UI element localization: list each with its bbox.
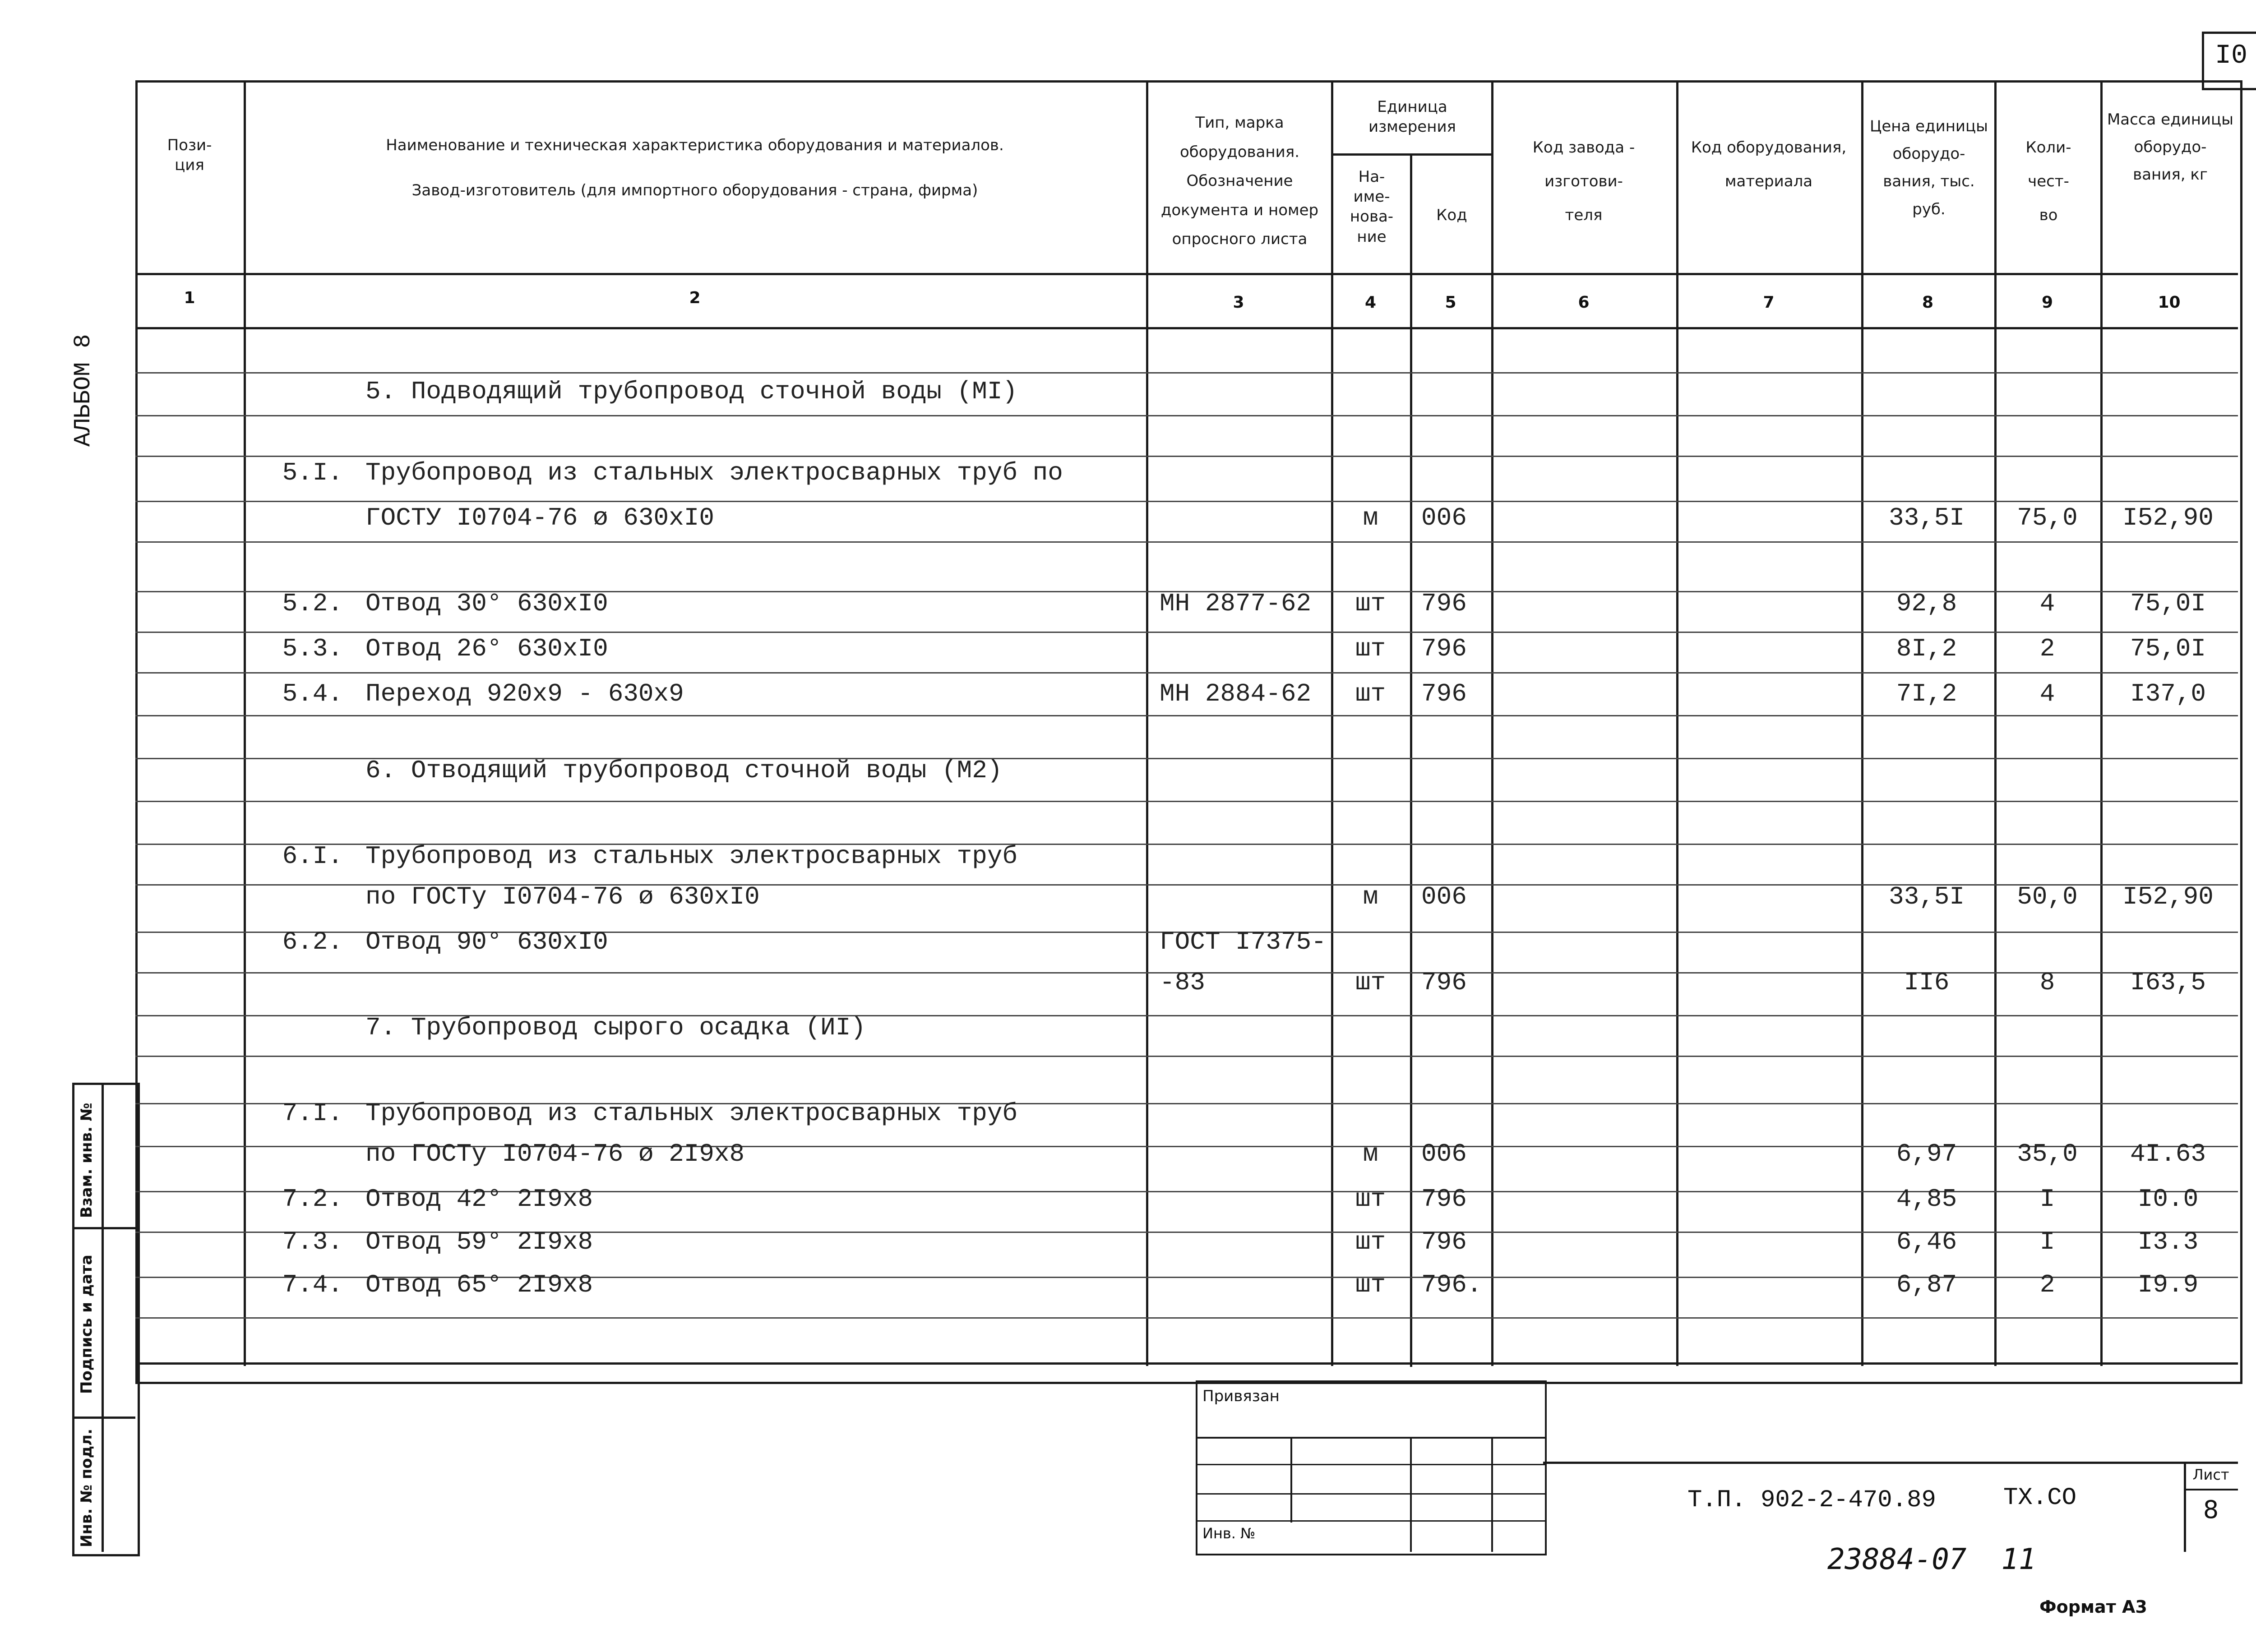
row-2-qty: 75,0 — [2017, 503, 2078, 532]
row-line — [135, 415, 2238, 416]
row-5-name: Переход 920х9 - 630х9 — [365, 679, 684, 708]
row-8-qty: 50,0 — [2017, 882, 2078, 911]
row-8-name: по ГОСТу I0704-76 ø 630хI0 — [365, 882, 760, 911]
row-3-code: 796 — [1421, 589, 1467, 618]
header-col2a: Наименование и техническая характеристика оборудования и материалов. — [386, 136, 1004, 154]
row-13-price: 6,97 — [1896, 1140, 1957, 1168]
row-15-code: 796 — [1421, 1227, 1467, 1256]
row-4-pos: 5.3. — [282, 634, 343, 663]
tb-line — [1290, 1437, 1292, 1523]
colnum-9: 9 — [2041, 293, 2053, 312]
row-line — [135, 1317, 2238, 1319]
row-2-unit: м — [1363, 503, 1378, 532]
colnum-6: 6 — [1578, 293, 1590, 312]
header-col9: Коли- чест- во — [2025, 138, 2071, 224]
header-col45: Единица измерения — [1368, 98, 1456, 136]
colnum-1: 1 — [184, 289, 195, 307]
row-6-name: 6. Отводящий трубопровод сточной воды (M2) — [365, 756, 1003, 785]
col-line — [1410, 153, 1412, 1367]
row-5-unit: шт — [1355, 679, 1386, 708]
row-10-code: 796 — [1421, 968, 1467, 997]
row-5-price: 7I,2 — [1896, 679, 1957, 708]
row-1-pos: 5.I. — [282, 458, 343, 487]
row-5-type: МН 2884-62 — [1160, 679, 1312, 708]
row-2-mass: I52,90 — [2122, 503, 2214, 532]
colnum-10: 10 — [2158, 293, 2181, 312]
table-bottom-line — [135, 1362, 2238, 1365]
row-14-unit: шт — [1355, 1185, 1386, 1214]
row-13-name: по ГОСТу I0704-76 ø 2I9х8 — [365, 1140, 745, 1168]
tb-line — [1410, 1437, 1412, 1552]
inv-label: Инв. № — [1202, 1525, 1256, 1542]
colnum-5: 5 — [1445, 293, 1456, 312]
row-5-code: 796 — [1421, 679, 1467, 708]
row-9-pos: 6.2. — [282, 928, 343, 956]
section-code: ТХ.СО — [2003, 1484, 2077, 1512]
side-stamp-vzam: Взам. инв. № — [78, 1103, 96, 1218]
colnum-7: 7 — [1763, 293, 1775, 312]
row-3-qty: 4 — [2039, 589, 2055, 618]
row-15-unit: шт — [1355, 1227, 1386, 1256]
row-14-qty: I — [2039, 1185, 2055, 1214]
tb-line — [1491, 1437, 1493, 1552]
row-line — [135, 801, 2238, 802]
row-4-name: Отвод 26° 630хI0 — [365, 634, 608, 663]
tb-line — [1543, 1462, 2238, 1464]
colnum-4: 4 — [1364, 293, 1377, 312]
row-14-code: 796 — [1421, 1185, 1467, 1214]
row-12-pos: 7.I. — [282, 1099, 343, 1128]
header-unit-line — [1331, 153, 1491, 156]
row-16-mass: I9.9 — [2137, 1270, 2199, 1299]
privyazan-label: Привязан — [1202, 1387, 1280, 1405]
row-8-mass: I52,90 — [2122, 882, 2214, 911]
row-10-mass: I63,5 — [2130, 968, 2206, 997]
row-14-mass: I0.0 — [2137, 1185, 2199, 1214]
header-col2b: Завод-изготовитель (для импортного оборудования - страна, фирма) — [411, 181, 978, 199]
header-col3: Тип, марка оборудования. Обозначение документа и номер опросного листа — [1160, 114, 1319, 249]
row-13-unit: м — [1363, 1140, 1378, 1168]
side-stamp-divider — [72, 1417, 135, 1419]
row-5-qty: 4 — [2039, 679, 2055, 708]
sheet-number: 8 — [2203, 1495, 2219, 1524]
header-col10: Масса единицы оборудо- вания, кг — [2107, 111, 2234, 184]
row-7-name: Трубопровод из стальных электросварных труб — [365, 842, 1018, 871]
row-16-price: 6,87 — [1896, 1270, 1957, 1299]
row-16-unit: шт — [1355, 1270, 1386, 1299]
sheet-label: Лист — [2192, 1466, 2229, 1483]
row-5-mass: I37,0 — [2130, 679, 2206, 708]
row-line — [135, 541, 2238, 543]
side-stamp-divider — [102, 1083, 104, 1552]
row-line — [135, 456, 2238, 457]
row-4-price: 8I,2 — [1896, 634, 1957, 663]
row-3-unit: шт — [1355, 589, 1386, 618]
row-8-unit: м — [1363, 882, 1378, 911]
row-15-mass: I3.3 — [2137, 1227, 2199, 1256]
doc-code: Т.П. 902-2-470.89 — [1687, 1486, 1936, 1514]
row-10-type: -83 — [1160, 968, 1205, 997]
side-stamp-divider — [72, 1227, 135, 1229]
row-14-price: 4,85 — [1896, 1185, 1957, 1214]
colnum-2: 2 — [689, 289, 701, 307]
header-col1: Пози- ция — [167, 136, 212, 175]
row-2-code: 006 — [1421, 503, 1467, 532]
row-4-qty: 2 — [2039, 634, 2055, 663]
row-14-name: Отвод 42° 2I9х8 — [365, 1185, 593, 1214]
row-15-qty: I — [2039, 1227, 2055, 1256]
row-0-name: 5. Подводящий трубопровод сточной воды (MI) — [365, 377, 1018, 406]
row-4-unit: шт — [1355, 634, 1386, 663]
row-5-pos: 5.4. — [282, 679, 343, 708]
row-3-mass: 75,0I — [2130, 589, 2206, 618]
row-15-pos: 7.3. — [282, 1227, 343, 1256]
colnum-3: 3 — [1233, 293, 1244, 312]
row-2-price: 33,5I — [1888, 503, 1965, 532]
row-14-pos: 7.2. — [282, 1185, 343, 1214]
row-12-name: Трубопровод из стальных электросварных труб — [365, 1099, 1018, 1128]
row-10-qty: 8 — [2039, 968, 2055, 997]
row-1-name: Трубопровод из стальных электросварных труб по — [365, 458, 1063, 487]
row-line — [135, 632, 2238, 633]
header-col6: Код завода - изготови- теля — [1532, 138, 1635, 224]
side-stamp-inv: Инв. № подл. — [78, 1428, 96, 1547]
row-13-qty: 35,0 — [2017, 1140, 2078, 1168]
row-3-price: 92,8 — [1896, 589, 1957, 618]
row-line — [135, 672, 2238, 674]
row-10-unit: шт — [1355, 968, 1386, 997]
album-label: АЛЬБОМ 8 — [70, 334, 97, 447]
row-line — [135, 1056, 2238, 1057]
row-3-type: МН 2877-62 — [1160, 589, 1312, 618]
header-col4: На- име- нова- ние — [1350, 168, 1394, 246]
row-4-mass: 75,0I — [2130, 634, 2206, 663]
row-2-name: ГОСТУ I0704-76 ø 630хI0 — [365, 503, 714, 532]
header-col5: Код — [1436, 206, 1467, 224]
row-9-type: ГОСТ I7375- — [1160, 928, 1327, 956]
row-3-pos: 5.2. — [282, 589, 343, 618]
row-8-price: 33,5I — [1888, 882, 1965, 911]
row-8-code: 006 — [1421, 882, 1467, 911]
row-line — [135, 372, 2238, 374]
handwritten-number: 23884-07 11 — [1827, 1543, 2036, 1576]
row-7-pos: 6.I. — [282, 842, 343, 871]
row-16-qty: 2 — [2039, 1270, 2055, 1299]
row-13-code: 006 — [1421, 1140, 1467, 1168]
row-16-pos: 7.4. — [282, 1270, 343, 1299]
row-13-mass: 4I.63 — [2130, 1140, 2206, 1168]
row-9-name: Отвод 90° 630хI0 — [365, 928, 608, 956]
top-sheet-number: I0 — [2214, 41, 2247, 71]
row-16-name: Отвод 65° 2I9х8 — [365, 1270, 593, 1299]
colnum-8: 8 — [1922, 293, 1934, 312]
row-16-code: 796. — [1421, 1270, 1482, 1299]
tb-line — [2184, 1489, 2238, 1490]
header-bottom-line — [135, 273, 2238, 275]
row-15-price: 6,46 — [1896, 1227, 1957, 1256]
row-11-name: 7. Трубопровод сырого осадка (ИI) — [365, 1013, 866, 1042]
row-line — [135, 715, 2238, 716]
row-10-price: II6 — [1904, 968, 1950, 997]
row-line — [135, 501, 2238, 502]
header-col7: Код оборудования, материала — [1691, 138, 1847, 190]
row-4-code: 796 — [1421, 634, 1467, 663]
row-15-name: Отвод 59° 2I9х8 — [365, 1227, 593, 1256]
header-col8: Цена единицы оборудо- вания, тыс. руб. — [1869, 117, 1988, 218]
side-stamp-sign-date: Подпись и дата — [78, 1255, 96, 1394]
colnum-bottom-line — [135, 327, 2238, 329]
row-3-name: Отвод 30° 630хI0 — [365, 589, 608, 618]
format-label: Формат А3 — [2039, 1597, 2147, 1617]
